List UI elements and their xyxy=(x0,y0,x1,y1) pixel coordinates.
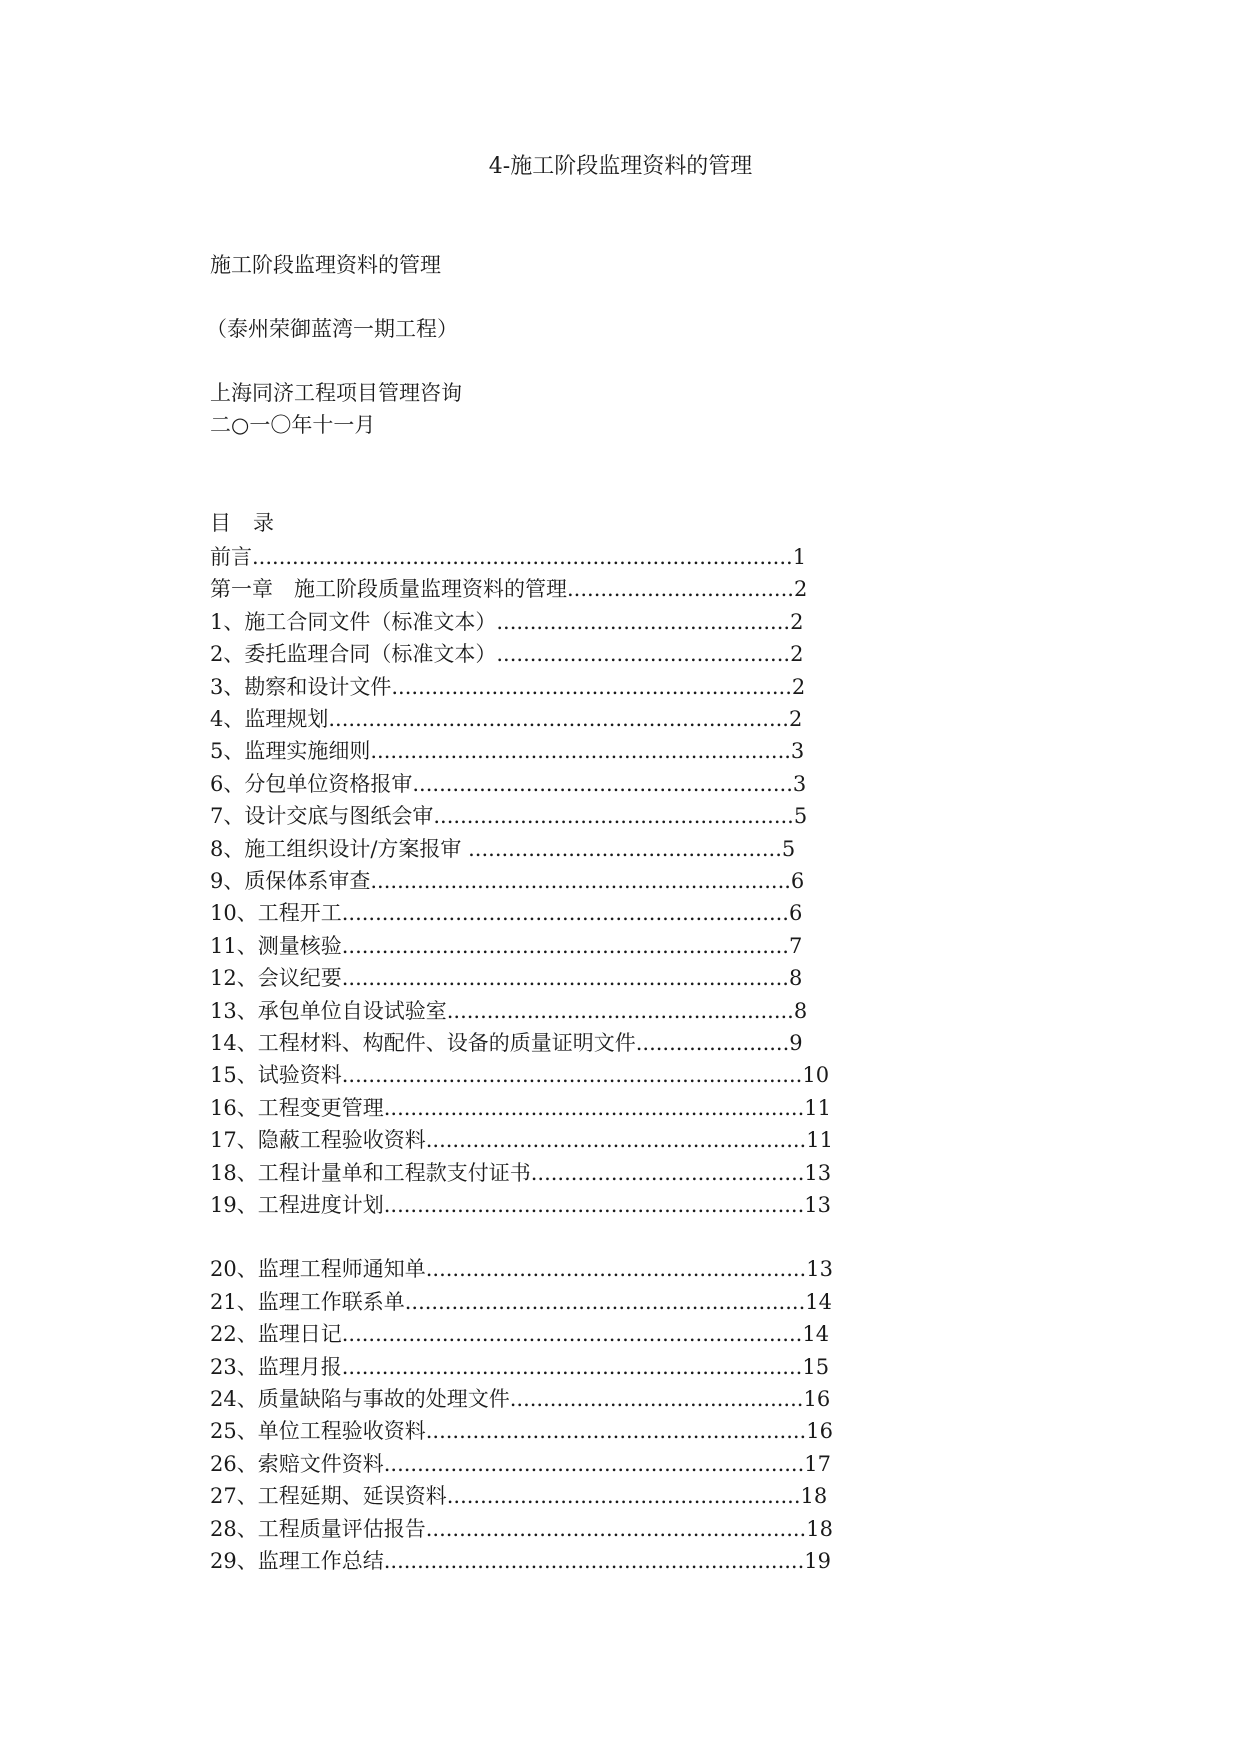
toc-leader-dots: ............................................................ xyxy=(391,674,792,699)
toc-entry xyxy=(210,1190,831,1220)
toc-entry-page: 16 xyxy=(803,1387,831,1411)
toc-entry-label: 26、索赔文件资料 xyxy=(210,1451,384,1476)
toc-entry xyxy=(210,1352,829,1382)
toc-entry-page: 5 xyxy=(781,836,796,861)
toc-entry-label: 28、工程质量评估报告 xyxy=(210,1516,426,1541)
toc-entry-label: 27、工程延期、延误资料 xyxy=(210,1484,447,1509)
toc-entry-page: 2 xyxy=(791,674,806,699)
toc-entry xyxy=(210,1158,831,1188)
toc-entry xyxy=(210,996,807,1026)
toc-leader-dots: ............................................................... xyxy=(370,739,791,764)
toc-leader-dots: ............................................................... xyxy=(383,1095,805,1120)
toc-entry-label: 23、监理月报 xyxy=(210,1354,342,1379)
toc-entry xyxy=(210,1416,833,1446)
toc-entry-page: 14 xyxy=(802,1322,830,1347)
toc-entry-label: 24、质量缺陷与事故的处理文件 xyxy=(210,1387,510,1411)
toc-leader-dots: ...................................................... xyxy=(433,804,794,829)
toc-entry-page: 2 xyxy=(790,609,804,634)
toc-entry-page: 5 xyxy=(793,804,808,829)
toc-entry-page: 14 xyxy=(805,1289,832,1314)
toc-heading-right: 录 xyxy=(253,511,274,535)
toc-entry-label: 9、质保体系审查 xyxy=(210,869,371,893)
toc-entry-label: 7、设计交底与图纸会审 xyxy=(210,804,434,829)
toc-heading xyxy=(210,508,274,538)
toc-entry-page: 15 xyxy=(802,1354,830,1379)
toc-entry-label: 5、监理实施细则 xyxy=(210,739,371,764)
project-name: （泰州荣御蓝湾一期工程） xyxy=(206,317,458,341)
toc-entry-page: 8 xyxy=(793,998,808,1023)
toc-entry-label: 11、测量核验 xyxy=(210,933,342,958)
toc-leader-dots: ......................................................... xyxy=(425,1257,807,1282)
toc-entry-label: 前言 xyxy=(210,545,252,569)
toc-leader-dots: ..................................................................... xyxy=(328,707,789,731)
toc-entry-label: 4、监理规划 xyxy=(210,707,329,731)
toc-entry-label: 15、试验资料 xyxy=(210,1063,342,1088)
toc-entry-page: 8 xyxy=(788,966,803,991)
toc-leader-dots: ............................................................... xyxy=(370,869,791,893)
toc-entry xyxy=(210,1514,833,1544)
toc-leader-dots: ............................................ xyxy=(509,1387,804,1411)
toc-entry xyxy=(210,1093,831,1123)
toc-entry xyxy=(210,736,804,766)
toc-entry xyxy=(210,672,805,702)
toc-entry-page: 13 xyxy=(804,1160,832,1185)
toc-entry-page: 7 xyxy=(788,933,803,958)
toc-entry-page: 16 xyxy=(806,1419,833,1444)
toc-entry-label: 8、施工组织设计/方案报审 xyxy=(210,836,469,861)
toc-entry-page: 10 xyxy=(802,1063,830,1088)
toc-entry xyxy=(210,542,806,572)
toc-entry-label: 12、会议纪要 xyxy=(210,966,342,991)
toc-entry-page: 3 xyxy=(792,771,807,796)
toc-entry-label: 3、勘察和设计文件 xyxy=(210,674,392,699)
toc-leader-dots: ......................................................... xyxy=(425,1128,807,1153)
toc-entry-page: 13 xyxy=(804,1193,832,1217)
toc-entry-label: 20、监理工程师通知单 xyxy=(210,1257,426,1282)
toc-leader-dots: ..................................................... xyxy=(446,1484,801,1509)
toc-leader-dots: ................................................................... xyxy=(341,933,789,958)
toc-entry xyxy=(210,1449,831,1479)
toc-entry-label: 2、委托监理合同（标准文本） xyxy=(210,642,497,667)
toc-entry-page: 11 xyxy=(806,1128,833,1153)
toc-leader-dots: ............................................ xyxy=(496,609,791,634)
toc-entry-label: 22、监理日记 xyxy=(210,1322,342,1347)
toc-entry-label: 10、工程开工 xyxy=(210,901,342,926)
toc-entry xyxy=(210,963,802,993)
toc-entry-label: 1、施工合同文件（标准文本） xyxy=(210,609,497,634)
toc-entry-label: 14、工程材料、构配件、设备的质量证明文件 xyxy=(210,1031,636,1055)
toc-leader-dots: ......................................... xyxy=(530,1160,805,1185)
toc-entry xyxy=(210,1125,833,1155)
toc-entry xyxy=(210,1060,829,1090)
toc-entry xyxy=(210,898,802,928)
toc-entry-label: 17、隐蔽工程验收资料 xyxy=(210,1128,426,1153)
page-header-title: 4-施工阶段监理资料的管理 xyxy=(488,154,753,179)
toc-entry xyxy=(210,931,802,961)
toc-leader-dots: ............................................... xyxy=(468,836,782,861)
toc-entry-page: 17 xyxy=(804,1451,832,1476)
toc-entry-page: 6 xyxy=(788,901,803,926)
toc-entry-label: 6、分包单位资格报审 xyxy=(210,771,413,796)
toc-entry xyxy=(210,1319,829,1349)
toc-leader-dots: ......................................................... xyxy=(425,1419,807,1444)
toc-leader-dots: ............................................ xyxy=(496,642,791,667)
toc-entry-page: 18 xyxy=(800,1484,828,1509)
toc-leader-dots: ......................................................... xyxy=(425,1516,807,1541)
toc-entry xyxy=(210,704,802,734)
company-name: 上海同济工程项目管理咨询 xyxy=(210,381,462,405)
toc-entry xyxy=(210,1384,830,1414)
toc-entry-page: 13 xyxy=(806,1257,833,1282)
toc-entry-label: 25、单位工程验收资料 xyxy=(210,1419,426,1444)
toc-entry xyxy=(210,834,795,864)
document-title: 施工阶段监理资料的管理 xyxy=(210,253,441,277)
toc-entry-label: 29、监理工作总结 xyxy=(210,1549,384,1573)
toc-entry xyxy=(210,607,803,637)
document-date: 二○一〇年十一月 xyxy=(210,413,376,437)
toc-leader-dots: ..................................................................... xyxy=(341,1354,803,1379)
toc-leader-dots: ................................................................................. xyxy=(252,545,793,569)
toc-leader-dots: ............................................................... xyxy=(383,1193,805,1217)
toc-leader-dots: ..................................................................... xyxy=(341,1322,803,1347)
toc-heading-left: 目 xyxy=(210,511,231,535)
toc-leader-dots: .................................. xyxy=(567,577,794,602)
toc-entry xyxy=(210,769,806,799)
toc-entry-label: 18、工程计量单和工程款支付证书 xyxy=(210,1160,531,1185)
toc-entry-page: 2 xyxy=(790,642,804,667)
toc-leader-dots: ............................................................ xyxy=(404,1289,806,1314)
toc-leader-dots: ....................... xyxy=(635,1031,790,1055)
toc-entry-label: 21、监理工作联系单 xyxy=(210,1289,405,1314)
toc-leader-dots: ............................................................... xyxy=(383,1451,805,1476)
toc-entry xyxy=(210,574,807,604)
toc-entry-page: 11 xyxy=(804,1095,832,1120)
toc-leader-dots: ..................................................................... xyxy=(341,1063,803,1088)
toc-entry-page: 3 xyxy=(790,739,805,764)
toc-entry xyxy=(210,639,803,669)
toc-entry-page: 1 xyxy=(792,545,807,569)
toc-entry xyxy=(210,1028,803,1058)
toc-entry xyxy=(210,1254,833,1284)
toc-entry-label: 19、工程进度计划 xyxy=(210,1193,384,1217)
toc-leader-dots: ......................................................... xyxy=(412,771,793,796)
toc-leader-dots: .................................................... xyxy=(446,998,794,1023)
toc-entry-label: 第一章 施工阶段质量监理资料的管理 xyxy=(210,577,567,602)
toc-entry-page: 2 xyxy=(793,577,808,602)
toc-entry-label: 16、工程变更管理 xyxy=(210,1095,384,1120)
toc-entry xyxy=(210,866,804,896)
toc-entry xyxy=(210,1546,831,1576)
toc-entry-page: 18 xyxy=(806,1516,833,1541)
toc-entry xyxy=(210,1287,832,1317)
toc-entry xyxy=(210,1481,827,1511)
toc-entry xyxy=(210,801,807,831)
toc-entry-page: 2 xyxy=(788,707,803,731)
toc-entry-page: 9 xyxy=(789,1031,803,1055)
toc-entry-label: 13、承包单位自设试验室 xyxy=(210,998,447,1023)
toc-leader-dots: ............................................................... xyxy=(383,1549,805,1573)
toc-entry-page: 6 xyxy=(790,869,805,893)
toc-entry-page: 19 xyxy=(804,1549,832,1573)
toc-leader-dots: ................................................................... xyxy=(341,901,789,926)
toc-leader-dots: ................................................................... xyxy=(341,966,789,991)
